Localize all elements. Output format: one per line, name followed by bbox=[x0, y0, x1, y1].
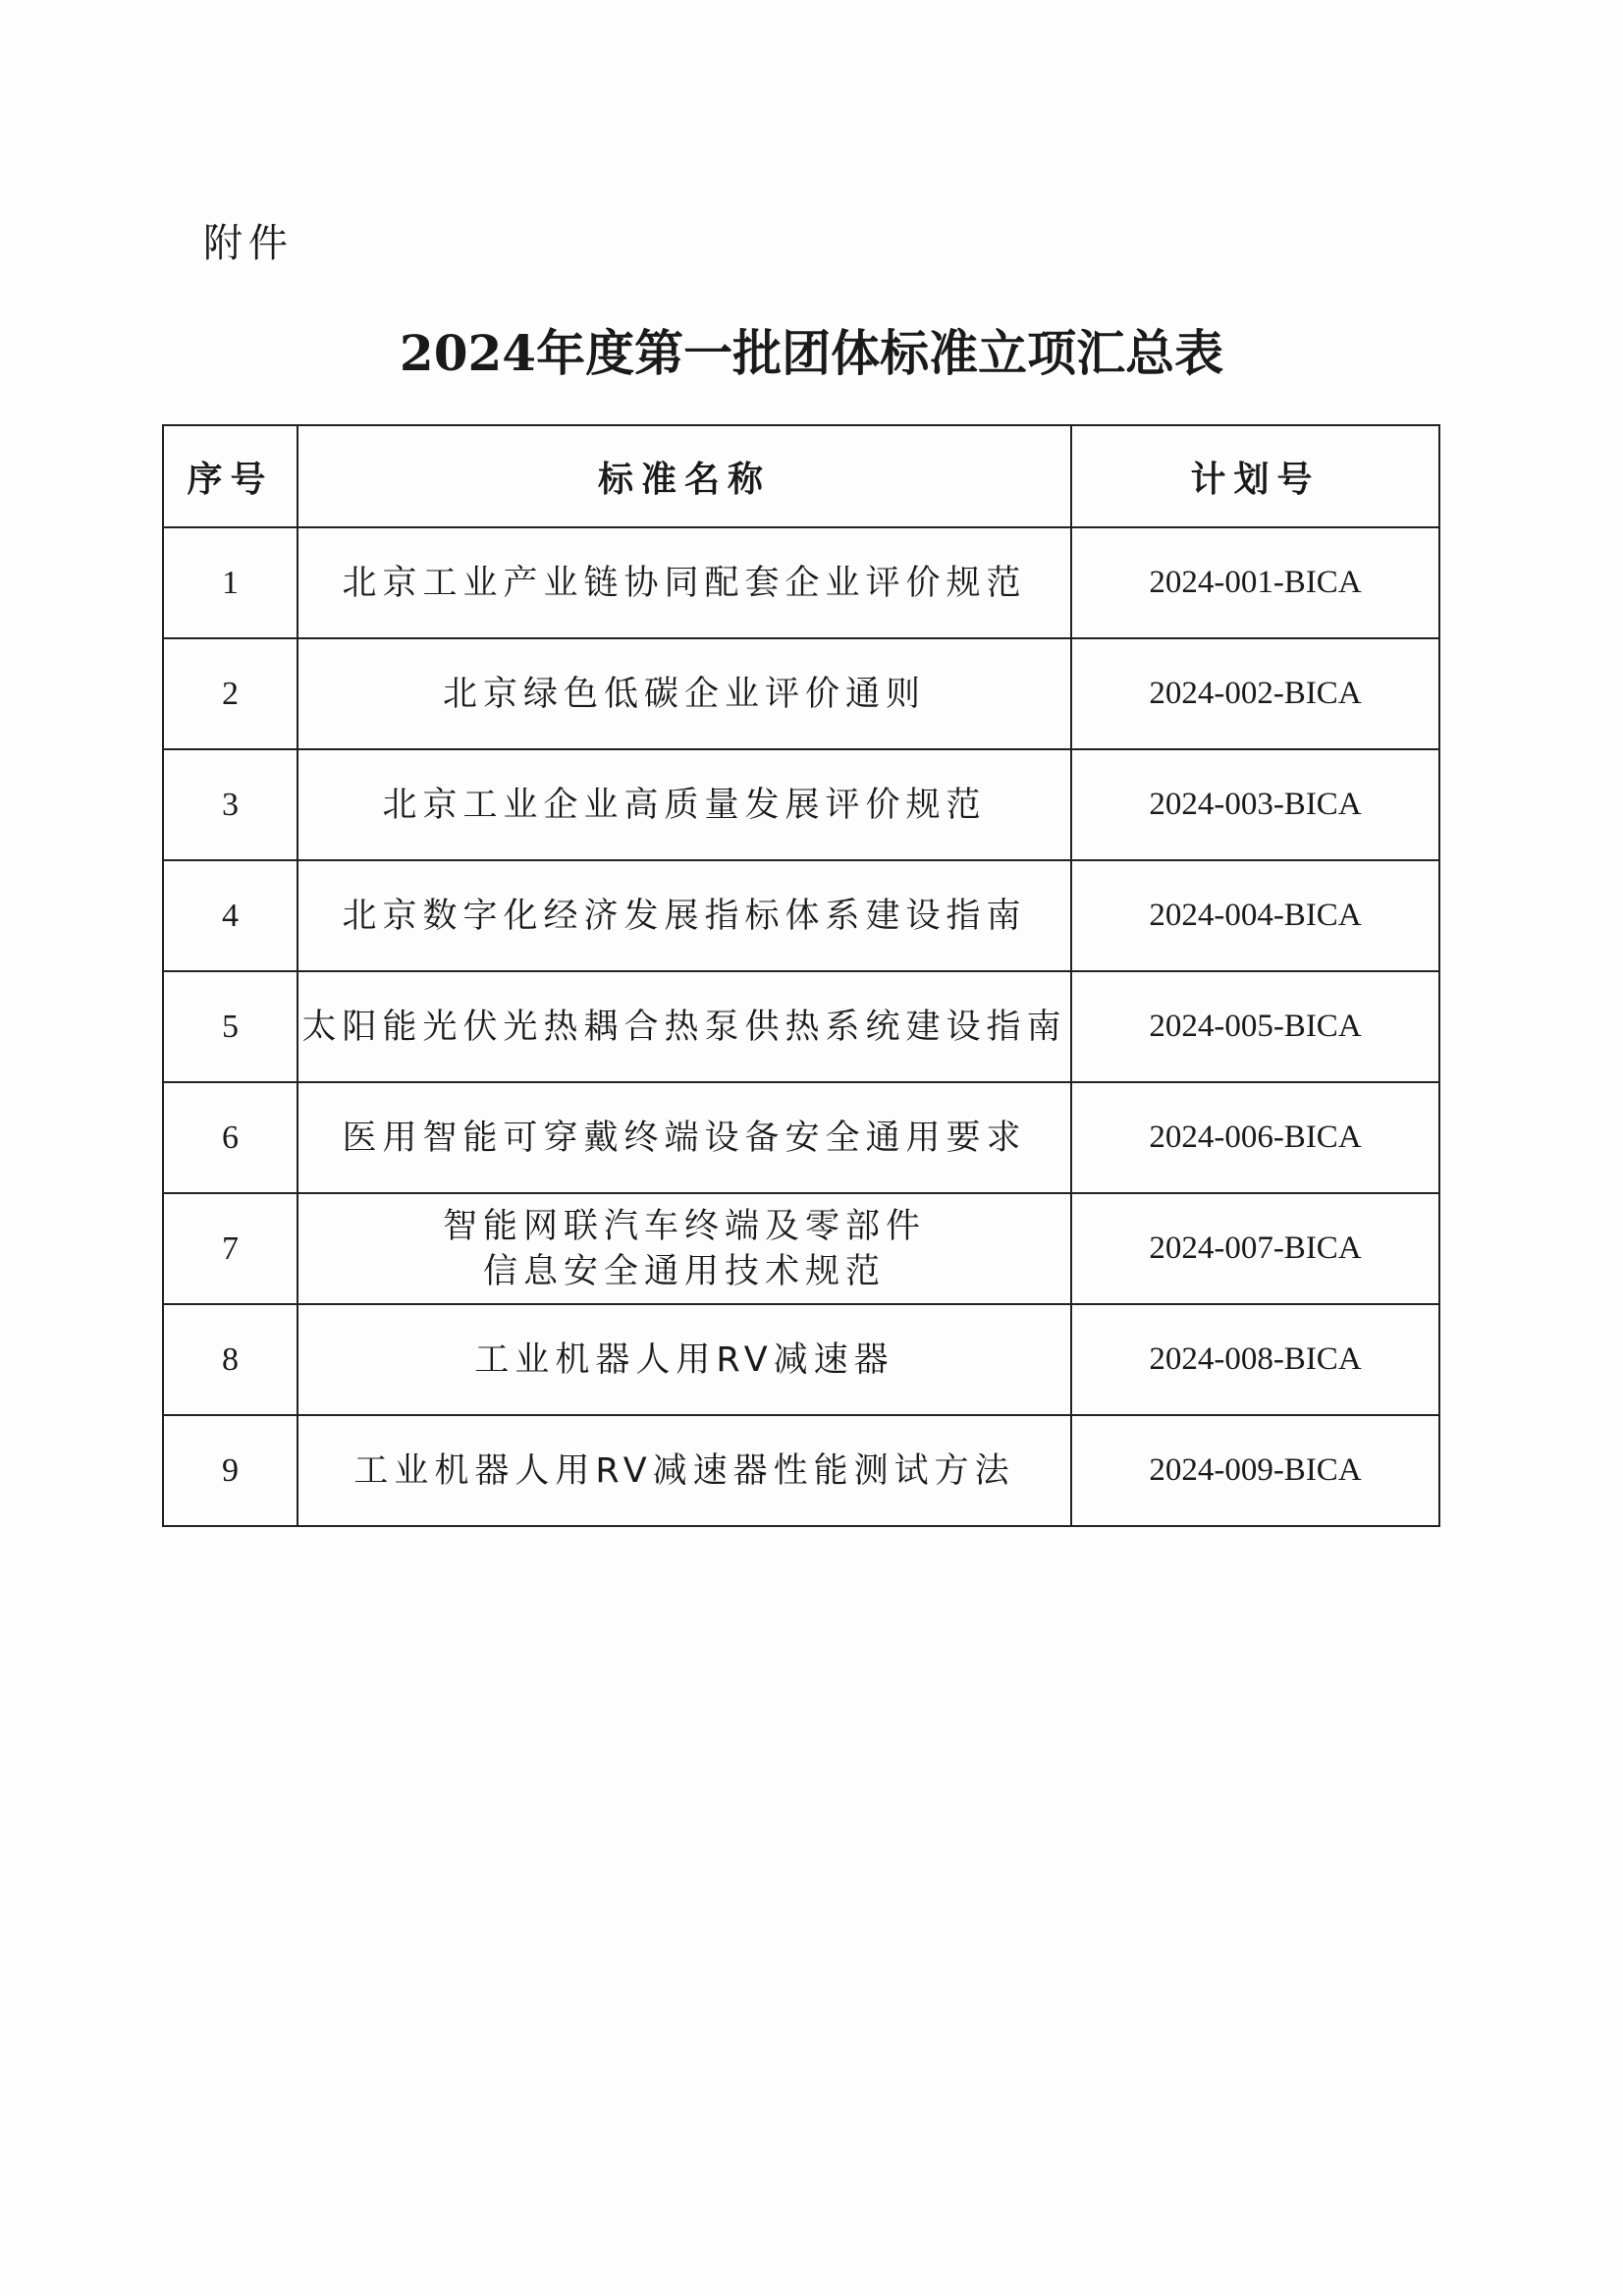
attachment-label: 附件 bbox=[203, 221, 294, 266]
plan-number: 2024-009-BICA bbox=[1071, 1415, 1439, 1526]
row-number: 7 bbox=[163, 1193, 298, 1304]
standard-name-line: 北京数字化经济发展指标体系建设指南 bbox=[342, 896, 1027, 936]
standard-name bbox=[298, 527, 1071, 638]
table-row bbox=[163, 1415, 1439, 1526]
plan-number: 2024-008-BICA bbox=[1071, 1304, 1439, 1415]
standard-name bbox=[298, 1082, 1071, 1193]
page-title: 2024年度第一批团体标准立项汇总表 bbox=[399, 324, 1224, 382]
standard-name-line: 智能网联汽车终端及零部件 bbox=[442, 1206, 926, 1246]
plan-number: 2024-002-BICA bbox=[1071, 638, 1439, 749]
row-number: 4 bbox=[163, 860, 298, 971]
standard-name bbox=[298, 1304, 1071, 1415]
standard-name bbox=[298, 1415, 1071, 1526]
table-row bbox=[163, 638, 1439, 749]
header-plan-number: 计划号 bbox=[1071, 425, 1439, 527]
standard-name-line: 工业机器人用RV减速器性能测试方法 bbox=[353, 1450, 1015, 1491]
standards-table bbox=[162, 424, 1440, 1527]
plan-number: 2024-003-BICA bbox=[1071, 749, 1439, 860]
row-number: 5 bbox=[163, 971, 298, 1082]
row-number: 2 bbox=[163, 638, 298, 749]
standard-name bbox=[298, 860, 1071, 971]
table-row bbox=[163, 1193, 1439, 1304]
table-row bbox=[163, 749, 1439, 860]
plan-number: 2024-006-BICA bbox=[1071, 1082, 1439, 1193]
table-row bbox=[163, 1304, 1439, 1415]
standard-name-line: 太阳能光伏光热耦合热泵供热系统建设指南 bbox=[301, 1007, 1067, 1047]
table-row bbox=[163, 1082, 1439, 1193]
standard-name-line: 医用智能可穿戴终端设备安全通用要求 bbox=[342, 1118, 1027, 1158]
standard-name-line: 工业机器人用RV减速器 bbox=[474, 1339, 894, 1380]
standard-name bbox=[298, 638, 1071, 749]
table-row bbox=[163, 527, 1439, 638]
plan-number: 2024-004-BICA bbox=[1071, 860, 1439, 971]
standard-name-line: 北京绿色低碳企业评价通则 bbox=[442, 674, 926, 714]
standard-name-line: 北京工业企业高质量发展评价规范 bbox=[382, 785, 987, 825]
standard-name bbox=[298, 1193, 1071, 1304]
header-standard-name: 标准名称 bbox=[298, 425, 1071, 527]
standard-name bbox=[298, 971, 1071, 1082]
row-number: 3 bbox=[163, 749, 298, 860]
row-number: 9 bbox=[163, 1415, 298, 1526]
row-number: 6 bbox=[163, 1082, 298, 1193]
table-row bbox=[163, 971, 1439, 1082]
plan-number: 2024-005-BICA bbox=[1071, 971, 1439, 1082]
standard-name bbox=[298, 749, 1071, 860]
table-header-row bbox=[163, 425, 1439, 527]
plan-number: 2024-001-BICA bbox=[1071, 527, 1439, 638]
standard-name-line: 北京工业产业链协同配套企业评价规范 bbox=[342, 563, 1027, 603]
row-number: 8 bbox=[163, 1304, 298, 1415]
standard-name-line: 信息安全通用技术规范 bbox=[482, 1251, 886, 1291]
header-number: 序号 bbox=[163, 425, 298, 527]
row-number: 1 bbox=[163, 527, 298, 638]
table-row bbox=[163, 860, 1439, 971]
plan-number: 2024-007-BICA bbox=[1071, 1193, 1439, 1304]
